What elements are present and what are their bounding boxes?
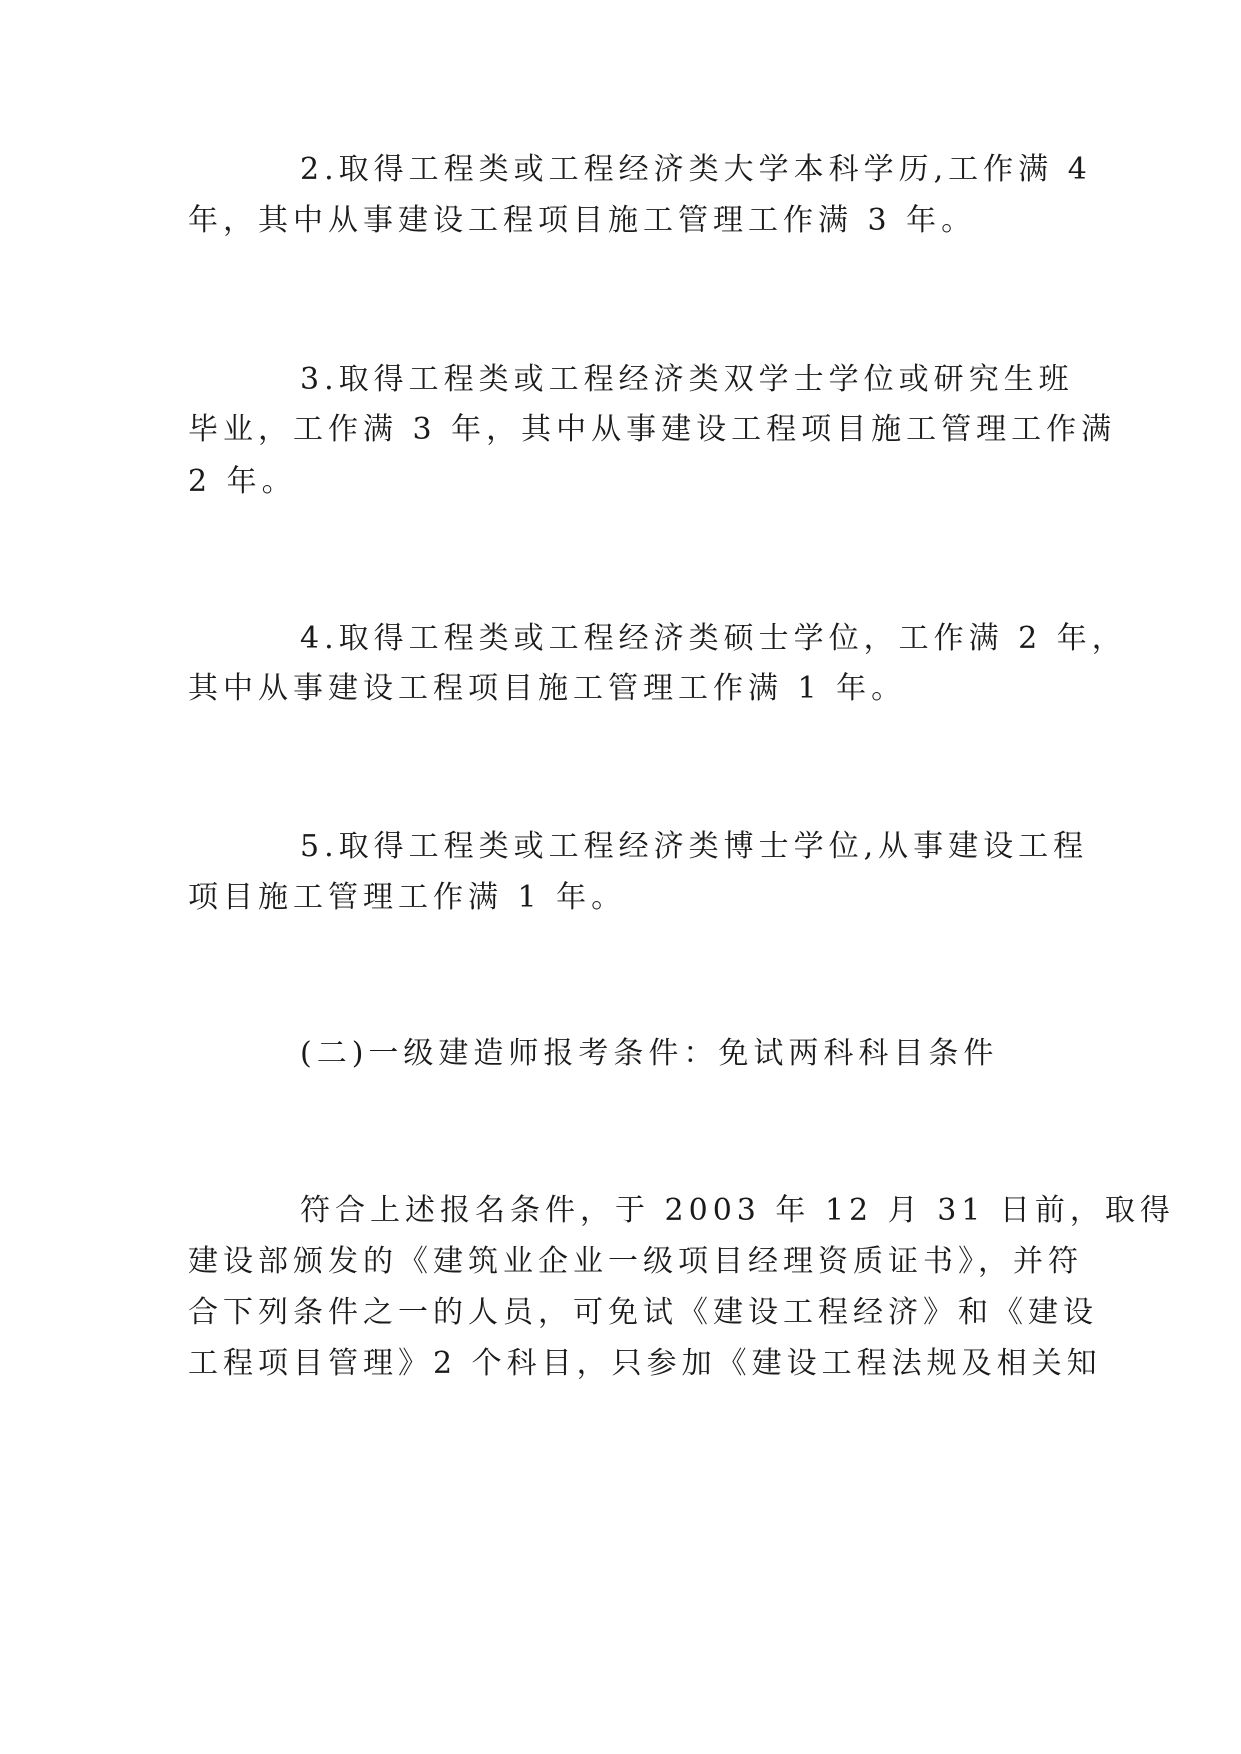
paragraph-6-line-1: 符合上述报名条件，于 2003 年 12 月 31 日前，取得 xyxy=(300,1193,1175,1228)
paragraph-6-line-2: 建设部颁发的《建筑业企业一级项目经理资质证书》，并符 xyxy=(188,1244,1083,1279)
section-heading: (二)一级建造师报考条件：免试两科科目条件 xyxy=(300,1036,999,1071)
paragraph-3-line-2: 毕业，工作满 3 年，其中从事建设工程项目施工管理工作满 xyxy=(188,412,1117,447)
paragraph-5-line-1: 5.取得工程类或工程经济类博士学位,从事建设工程 xyxy=(300,829,1089,864)
paragraph-6-line-3: 合下列条件之一的人员，可免试《建设工程经济》和《建设 xyxy=(188,1295,1098,1330)
paragraph-3-line-1: 3.取得工程类或工程经济类双学士学位或研究生班 xyxy=(300,362,1074,397)
paragraph-4-line-2: 其中从事建设工程项目施工管理工作满 1 年。 xyxy=(188,671,907,706)
paragraph-3-line-3: 2 年。 xyxy=(188,464,297,499)
paragraph-2-line-1: 2.取得工程类或工程经济类大学本科学历,工作满 4 xyxy=(300,152,1092,187)
paragraph-2-line-2: 年，其中从事建设工程项目施工管理工作满 3 年。 xyxy=(188,203,977,238)
paragraph-4-line-1: 4.取得工程类或工程经济类硕士学位，工作满 2 年， xyxy=(300,621,1127,656)
paragraph-6-line-4: 工程项目管理》2 个科目，只参加《建设工程法规及相关知 xyxy=(188,1346,1102,1381)
paragraph-5-line-2: 项目施工管理工作满 1 年。 xyxy=(188,880,627,915)
